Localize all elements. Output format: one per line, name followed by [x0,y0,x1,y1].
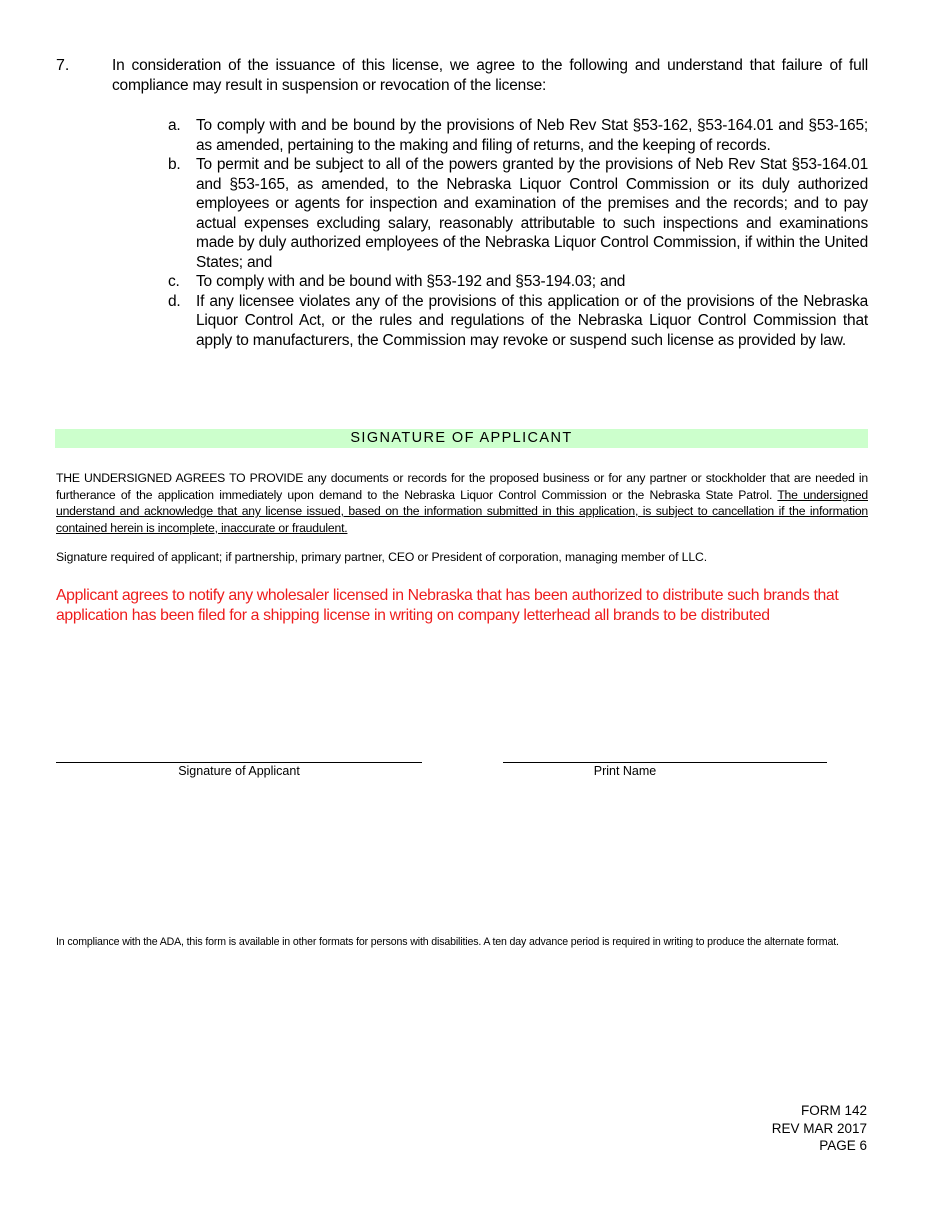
subitem-letter: d. [168,292,181,310]
subitem-letter: c. [168,273,180,290]
form-revision: REV MAR 2017 [771,1120,867,1136]
agreement-paragraph [56,470,868,536]
item-7-number: 7. [56,57,70,74]
page-number: PAGE 6 [819,1138,867,1153]
item-7-subitems [112,116,868,350]
item-7-text: In consideration of the issuance of this license, we agree to the following and understand that failure of full compliance may result in suspension or revocation of the license: [112,57,868,94]
agreement-text: THE UNDERSIGNED AGREES TO PROVIDE any documents or records for the proposed business or for any partner or stockholder that are needed in furtherance of the application immediately upon demand to the Nebraska Liquor Control Commission or the Nebraska State Patrol. [56,471,868,502]
item-7 [56,56,868,95]
agreement-acknowledgement: The undersigned understand and acknowledge that any license issued, based on the information submitted in this application, is subject to cancellation if the information contained herein is incomplete, inaccurate or fraudulent. [56,487,868,535]
print-name-label: Print Name [593,764,657,778]
signature-label: Signature of Applicant [178,764,300,778]
signature-section-heading: SIGNATURE OF APPLICANT [55,429,868,448]
subitem-b [112,155,868,272]
ada-notice: In compliance with the ADA, this form is available in other formats for persons with disabilities. A ten day advance period is required in writing to produce the alternate format. [56,936,839,948]
subitem-a [112,116,868,155]
form-footer [772,1102,867,1155]
subitem-letter: b. [168,156,181,173]
subitem-d [112,292,868,351]
subitem-text: To permit and be subject to all of the powers granted by the provisions of Neb Rev Stat §53-164.01 and §53-165, as amended, to the Nebraska Liquor Control Commission or its duly authorized employees or agents for inspection and examination of the premises and the records; and to pay actual expenses excluding salary, reasonably attributable to such inspections and examinations made by duly authorized employees of the Nebraska Liquor Control Commission, if within the United States; and [196,156,868,271]
wholesaler-notice: Applicant agrees to notify any wholesaler licensed in Nebraska that has been authorized to distribute such brands that application has been filed for a shipping license in writing on company letterhead all brands to be distributed [56,587,839,624]
subitem-text: To comply with and be bound with §53-192 and §53-194.03; and [196,273,626,290]
subitem-text: If any licensee violates any of the provisions of this application or of the provisions of the Nebraska Liquor Control Act, or the rules and regulations of the Nebraska Liquor Control Commission that apply to manufacturers, the Commission may revoke or suspend such license as provided by law. [196,292,868,349]
form-number: FORM 142 [800,1103,867,1118]
subitem-text: To comply with and be bound by the provisions of Neb Rev Stat §53-162, §53-164.01 and §53-165; as amended, pertaining to the making and filing of returns, and the keeping of records. [196,117,868,154]
subitem-c [112,272,868,292]
signature-requirement-note: Signature required of applicant; if partnership, primary partner, CEO or President of corporation, managing member of LLC. [56,550,708,564]
subitem-letter: a. [168,117,181,134]
